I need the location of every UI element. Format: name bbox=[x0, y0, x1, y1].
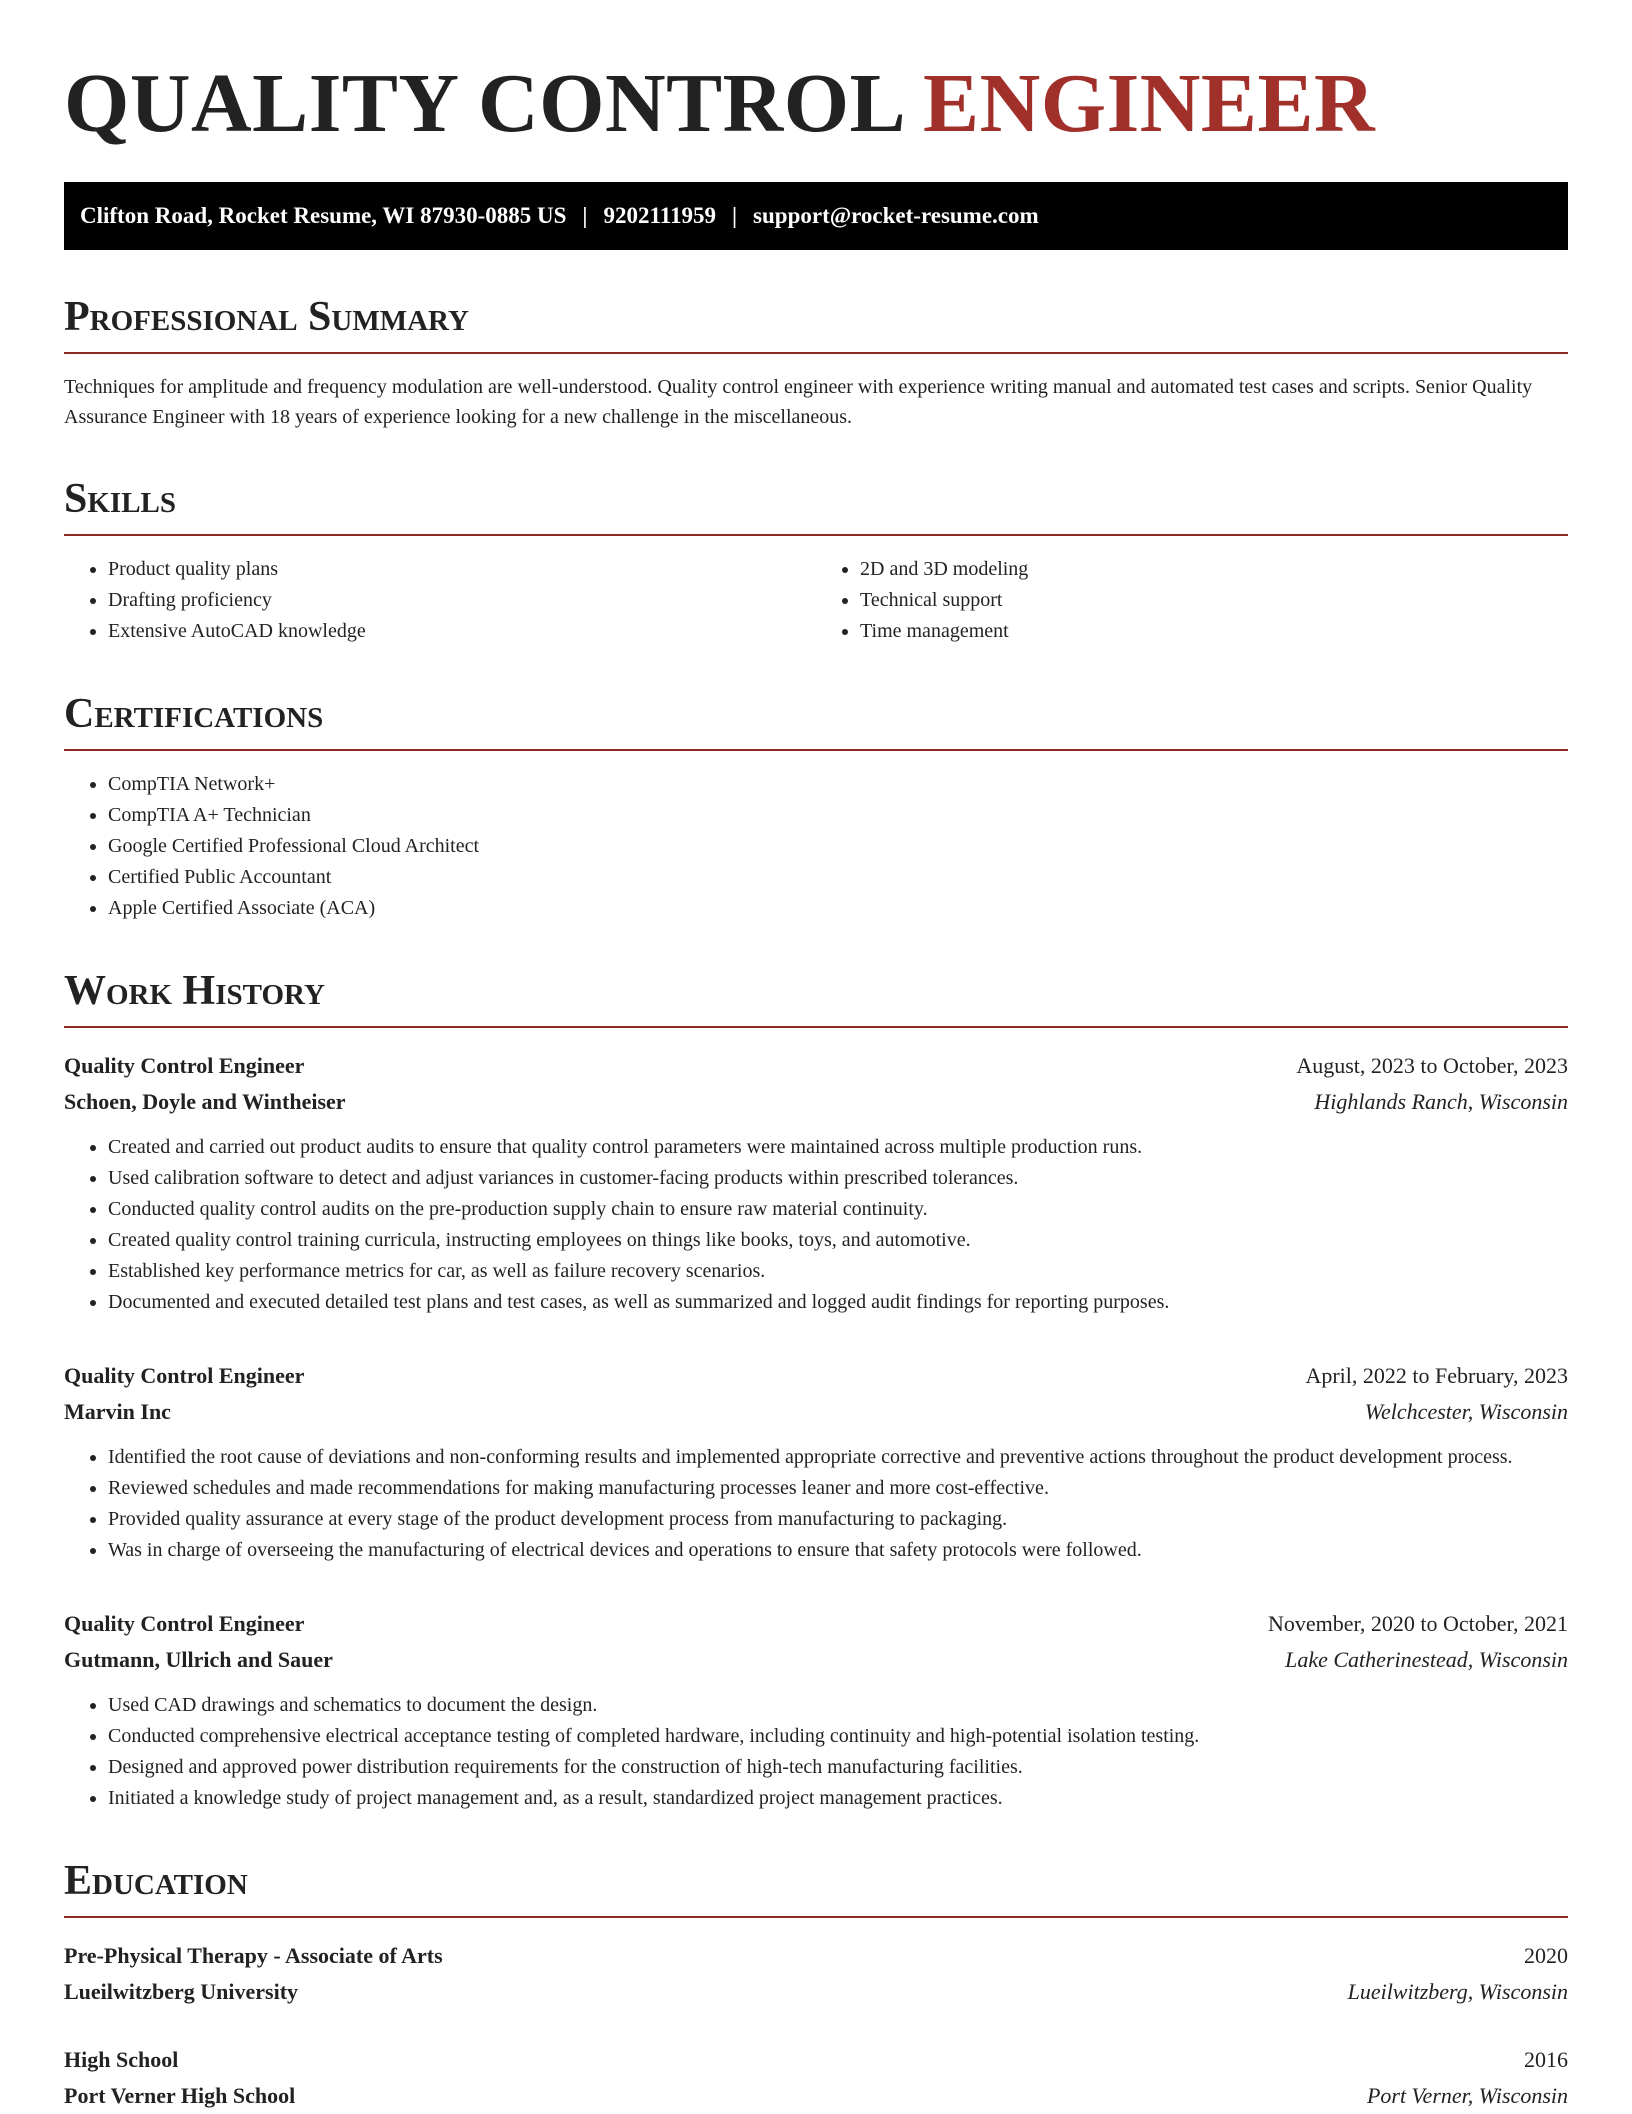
job-company-row bbox=[64, 1084, 1568, 1120]
contact-separator: | bbox=[582, 203, 588, 228]
certification-item: • Certified Public Accountant bbox=[108, 862, 1568, 893]
job-dates: November, 2020 to October, 2021 bbox=[1267, 1611, 1568, 1636]
work-history-section bbox=[64, 966, 1568, 1814]
job-location: Welchcester, Wisconsin bbox=[1364, 1399, 1568, 1424]
job-bullet: • Created quality control training curricula, instructing employees on things like books, toys, and automotive. bbox=[108, 1225, 1568, 1256]
certification-item: • Google Certified Professional Cloud Architect bbox=[108, 831, 1568, 862]
job-bullet: • Created and carried out product audits to ensure that quality control parameters were maintained across multiple production runs. bbox=[108, 1132, 1568, 1163]
summary-section bbox=[64, 292, 1568, 432]
skill-item: • Time management bbox=[860, 616, 1568, 647]
contact-email: support@rocket-resume.com bbox=[753, 203, 1039, 228]
skill-item: • Drafting proficiency bbox=[108, 585, 816, 616]
job-bullet: • Reviewed schedules and made recommendations for making manufacturing processes leaner and more cost-effective. bbox=[108, 1473, 1568, 1504]
skills-title: Skills bbox=[64, 474, 1568, 536]
education-degree-row bbox=[64, 2042, 1568, 2078]
skills-left-list bbox=[64, 554, 816, 647]
skills-right-list bbox=[816, 554, 1568, 647]
job-company: Schoen, Doyle and Wintheiser bbox=[64, 1089, 346, 1114]
summary-title: Professional Summary bbox=[64, 292, 1568, 354]
job-entry bbox=[64, 1358, 1568, 1566]
job-bullet: • Provided quality assurance at every stage of the product development process from manufacturing to packaging. bbox=[108, 1504, 1568, 1535]
job-header-row bbox=[64, 1606, 1568, 1642]
education-title: Education bbox=[64, 1856, 1568, 1918]
contact-address: Clifton Road, Rocket Resume, WI 87930-0885 US bbox=[80, 203, 567, 228]
job-location: Lake Catherinestead, Wisconsin bbox=[1285, 1647, 1568, 1672]
skill-item: • 2D and 3D modeling bbox=[860, 554, 1568, 585]
education-school: Lueilwitzberg University bbox=[64, 1979, 299, 2004]
education-school-row bbox=[64, 2078, 1568, 2114]
certification-item: • CompTIA A+ Technician bbox=[108, 800, 1568, 831]
work-history-title: Work History bbox=[64, 966, 1568, 1028]
education-degree-row bbox=[64, 1938, 1568, 1974]
skill-item: • Technical support bbox=[860, 585, 1568, 616]
job-bullet: • Documented and executed detailed test plans and test cases, as well as summarized and logged audit findings for reporting purposes. bbox=[108, 1287, 1568, 1318]
job-role: Quality Control Engineer bbox=[64, 1611, 305, 1636]
job-header-row bbox=[64, 1048, 1568, 1084]
name-main: QUALITY CONTROL bbox=[64, 57, 902, 150]
job-company: Gutmann, Ullrich and Sauer bbox=[64, 1647, 333, 1672]
education-school-row bbox=[64, 1974, 1568, 2010]
job-company-row bbox=[64, 1394, 1568, 1430]
contact-bar bbox=[64, 182, 1568, 250]
job-bullet: • Conducted comprehensive electrical acceptance testing of completed hardware, including continuity and high-potential isolation testing. bbox=[108, 1721, 1568, 1752]
job-bullet-list bbox=[64, 1690, 1568, 1814]
resume-name-heading bbox=[64, 58, 1568, 150]
job-entry bbox=[64, 1048, 1568, 1318]
job-bullet: • Identified the root cause of deviations and non-conforming results and implemented appropriate corrective and preventive actions throughout the product development process. bbox=[108, 1442, 1568, 1473]
education-entry bbox=[64, 1938, 1568, 2010]
job-company-row bbox=[64, 1642, 1568, 1678]
job-company: Marvin Inc bbox=[64, 1399, 171, 1424]
job-bullet: • Used CAD drawings and schematics to document the design. bbox=[108, 1690, 1568, 1721]
certification-item: • Apple Certified Associate (ACA) bbox=[108, 893, 1568, 924]
education-location: Lueilwitzberg, Wisconsin bbox=[1347, 1979, 1568, 2004]
education-section bbox=[64, 1856, 1568, 2114]
job-entry bbox=[64, 1606, 1568, 1814]
job-bullet: • Designed and approved power distribution requirements for the construction of high-tech manufacturing facilities. bbox=[108, 1752, 1568, 1783]
skills-grid bbox=[64, 554, 1568, 647]
job-bullet: • Used calibration software to detect and adjust variances in customer-facing products within prescribed tolerances. bbox=[108, 1163, 1568, 1194]
skill-item: • Product quality plans bbox=[108, 554, 816, 585]
education-degree: High School bbox=[64, 2047, 179, 2072]
certification-item: • CompTIA Network+ bbox=[108, 769, 1568, 800]
summary-text: Techniques for amplitude and frequency modulation are well-understood. Quality control engineer with experience writing manual and automated test cases and scripts. Senior Quality Assurance Engineer with 18 years of experience looking for a new challenge in the miscellaneous. bbox=[64, 376, 1533, 428]
contact-phone: 9202111959 bbox=[603, 203, 716, 228]
job-role: Quality Control Engineer bbox=[64, 1363, 305, 1388]
education-school: Port Verner High School bbox=[64, 2083, 296, 2108]
skills-section bbox=[64, 474, 1568, 647]
job-header-row bbox=[64, 1358, 1568, 1394]
job-bullet-list bbox=[64, 1132, 1568, 1318]
certifications-title: Certifications bbox=[64, 689, 1568, 751]
education-year: 2020 bbox=[1524, 1943, 1568, 1968]
job-bullet: • Established key performance metrics for car, as well as failure recovery scenarios. bbox=[108, 1256, 1568, 1287]
certifications-section bbox=[64, 689, 1568, 924]
education-year: 2016 bbox=[1524, 2047, 1568, 2072]
job-dates: August, 2023 to October, 2023 bbox=[1296, 1053, 1568, 1078]
job-role: Quality Control Engineer bbox=[64, 1053, 305, 1078]
education-degree: Pre-Physical Therapy - Associate of Arts bbox=[64, 1943, 443, 1968]
contact-separator: | bbox=[731, 203, 738, 228]
name-accent: ENGINEER bbox=[923, 57, 1376, 150]
job-dates: April, 2022 to February, 2023 bbox=[1305, 1363, 1568, 1388]
education-entry bbox=[64, 2042, 1568, 2114]
job-bullet-list bbox=[64, 1442, 1568, 1566]
skill-item: • Extensive AutoCAD knowledge bbox=[108, 616, 816, 647]
education-location: Port Verner, Wisconsin bbox=[1366, 2083, 1568, 2108]
job-bullet: • Conducted quality control audits on the pre-production supply chain to ensure raw material continuity. bbox=[108, 1194, 1568, 1225]
job-bullet: • Initiated a knowledge study of project management and, as a result, standardized project management practices. bbox=[108, 1783, 1568, 1814]
job-bullet: • Was in charge of overseeing the manufacturing of electrical devices and operations to ensure that safety protocols were followed. bbox=[108, 1535, 1568, 1566]
certifications-list bbox=[64, 769, 1568, 924]
job-location: Highlands Ranch, Wisconsin bbox=[1314, 1089, 1568, 1114]
